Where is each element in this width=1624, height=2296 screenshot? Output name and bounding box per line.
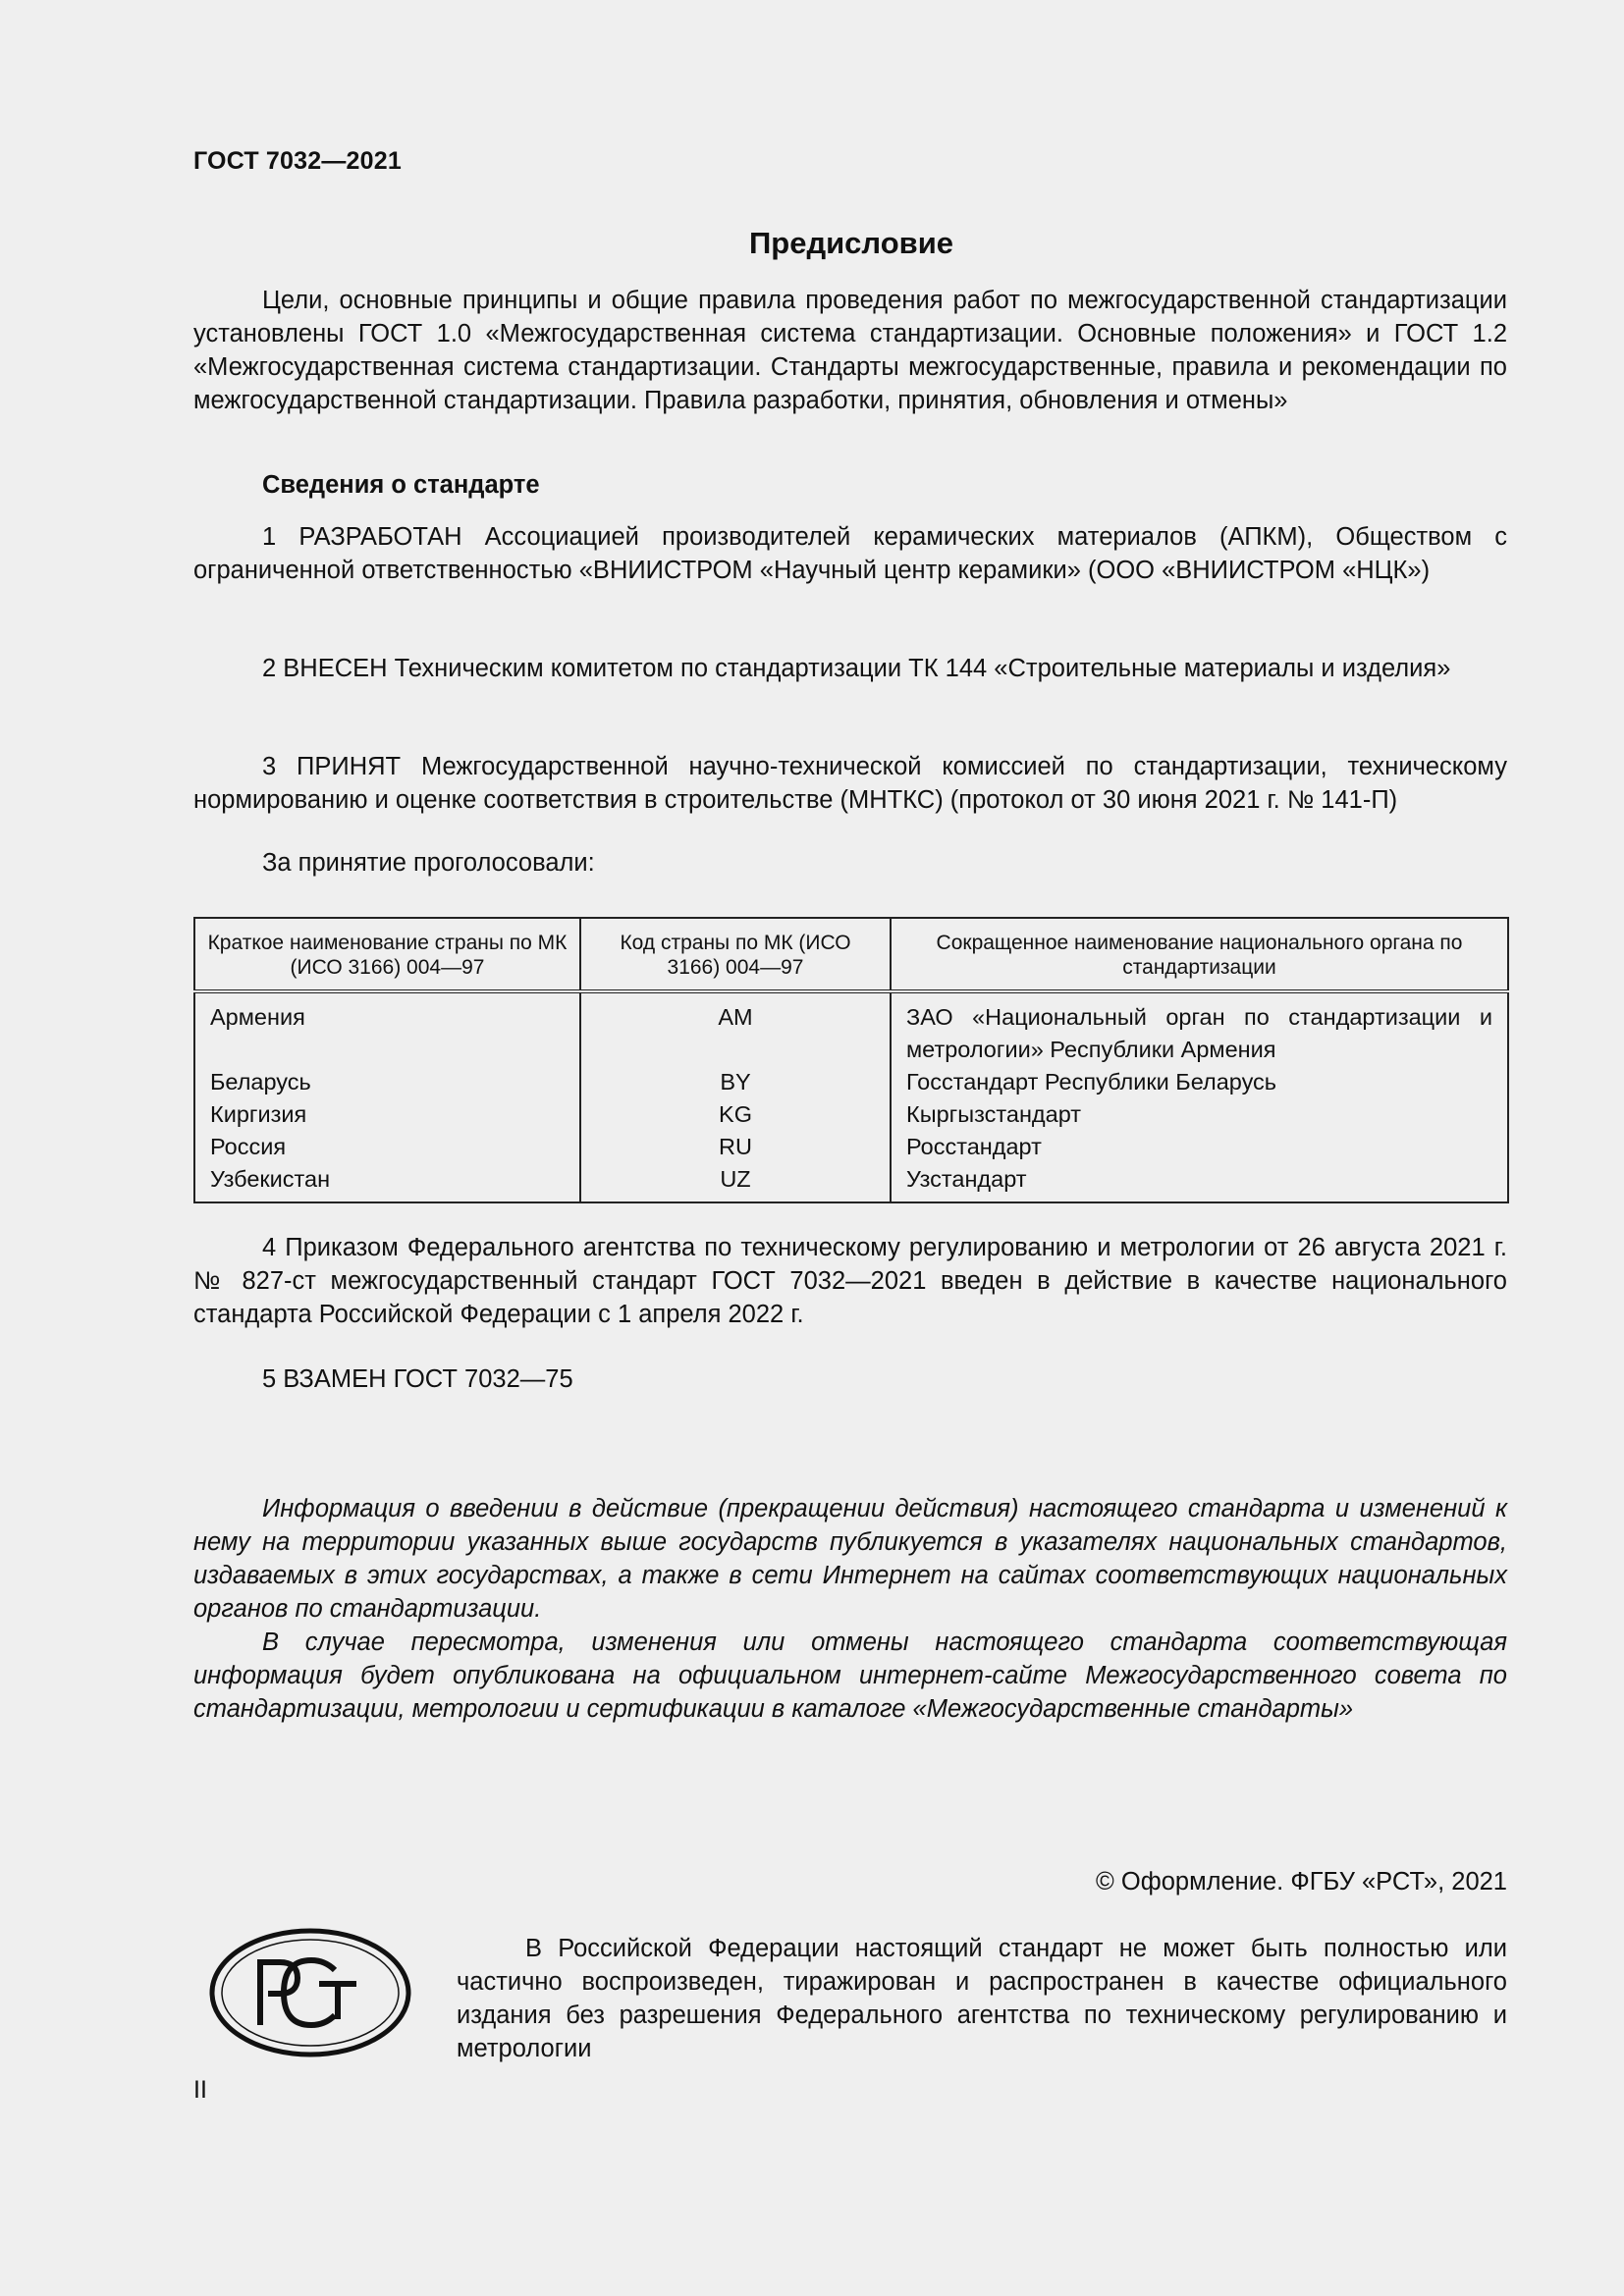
country-cell: Узбекистан [194, 1163, 580, 1202]
table-row [194, 991, 1508, 1066]
italic-note-publication: Информация о введении в действие (прекращении действия) настоящего стандарта и изменений к нему на территории указанных выше государств публикуется в указателях национальных стандартов, издаваемых в этих государствах, а также в сети Интернет на сайтах соответствующих национальных органов по стандартизации. [193, 1495, 1507, 1623]
table-row [194, 1098, 1508, 1131]
org-cell: Кыргызстандарт [906, 1101, 1082, 1127]
item-replaces: 5 ВЗАМЕН ГОСТ 7032—75 [262, 1365, 573, 1393]
country-cell: Армения [194, 991, 580, 1066]
table-row [194, 1066, 1508, 1098]
item-order: 4 Приказом Федерального агентства по техническому регулированию и метрологии от 26 августа 2021 г. № 827-ст межгосударственный стандарт ГОСТ 7032—2021 введен в действие в качестве национального стандарта Российской Федерации с 1 апреля 2022 г. [193, 1234, 1507, 1328]
page-title: Предисловие [748, 226, 953, 260]
italic-note-revision: В случае пересмотра, изменения или отмены настоящего стандарта соответствующая информация будет опубликована на официальном интернет-сайте Межгосударственного совета по стандартизации, метрологии и сертификации в каталоге «Межгосударственные стандарты» [193, 1629, 1507, 1723]
table-row [194, 1131, 1508, 1163]
country-cell: Беларусь [194, 1066, 580, 1098]
code-cell: KG [580, 1098, 891, 1131]
voted-label: За принятие проголосовали: [262, 849, 595, 877]
voting-countries-table [193, 917, 1509, 1203]
org-cell: Узстандарт [906, 1166, 1027, 1192]
item-adopted: 3 ПРИНЯТ Межгосударственной научно-технической комиссией по стандартизации, техническому нормированию и оценке соответствия в строительстве (МНТКС) (протокол от 30 июня 2021 г. № 141-П) [193, 753, 1507, 814]
org-cell: ЗАО «Национальный орган по стандартизации и метрологии» Республики Армения [906, 1004, 1492, 1062]
org-cell: Госстандарт Республики Беларусь [906, 1069, 1277, 1095]
pst-certification-logo-icon [209, 1927, 411, 2063]
table-header-row [194, 918, 1508, 991]
code-cell: RU [580, 1131, 891, 1163]
info-section-title: Сведения о стандарте [262, 471, 540, 499]
table-row [194, 1163, 1508, 1202]
country-cell: Россия [194, 1131, 580, 1163]
org-cell: Росстандарт [906, 1134, 1042, 1159]
column-header-country: Краткое наименование страны по МК (ИСО 3166) 004—97 [194, 918, 580, 991]
code-cell: BY [580, 1066, 891, 1098]
copyright-line: © Оформление. ФГБУ «РСТ», 2021 [1096, 1868, 1507, 1896]
item-introduced: 2 ВНЕСЕН Техническим комитетом по стандартизации ТК 144 «Строительные материалы и изделия» [262, 655, 1451, 682]
document-code-header: ГОСТ 7032—2021 [193, 147, 402, 175]
column-header-code: Код страны по МК (ИСО 3166) 004—97 [580, 918, 891, 991]
column-header-org: Сокращенное наименование национального органа по стандартизации [891, 918, 1508, 991]
page-number: II [193, 2076, 207, 2104]
copyright-notice: В Российской Федерации настоящий стандарт не может быть полностью или частично воспроизведен, тиражирован и распространен в качестве официального издания без разрешения Федерального агентства по техническому регулированию и метрологии [457, 1935, 1507, 2062]
intro-paragraph: Цели, основные принципы и общие правила проведения работ по межгосударственной стандартизации установлены ГОСТ 1.0 «Межгосударственная система стандартизации. Основные положения» и ГОСТ 1.2 «Межгосударственная система стандартизации. Стандарты межгосударственные, правила и рекомендации по межгосударственной стандартизации. Правила разработки, принятия, обновления и отмены» [193, 287, 1507, 414]
code-cell: UZ [580, 1163, 891, 1202]
code-cell: AM [580, 991, 891, 1066]
item-developed: 1 РАЗРАБОТАН Ассоциацией производителей керамических материалов (АПКМ), Обществом с ограниченной ответственностью «ВНИИСТРОМ «Научный центр керамики» (ООО «ВНИИСТРОМ «НЦК») [193, 523, 1507, 584]
country-cell: Киргизия [194, 1098, 580, 1131]
